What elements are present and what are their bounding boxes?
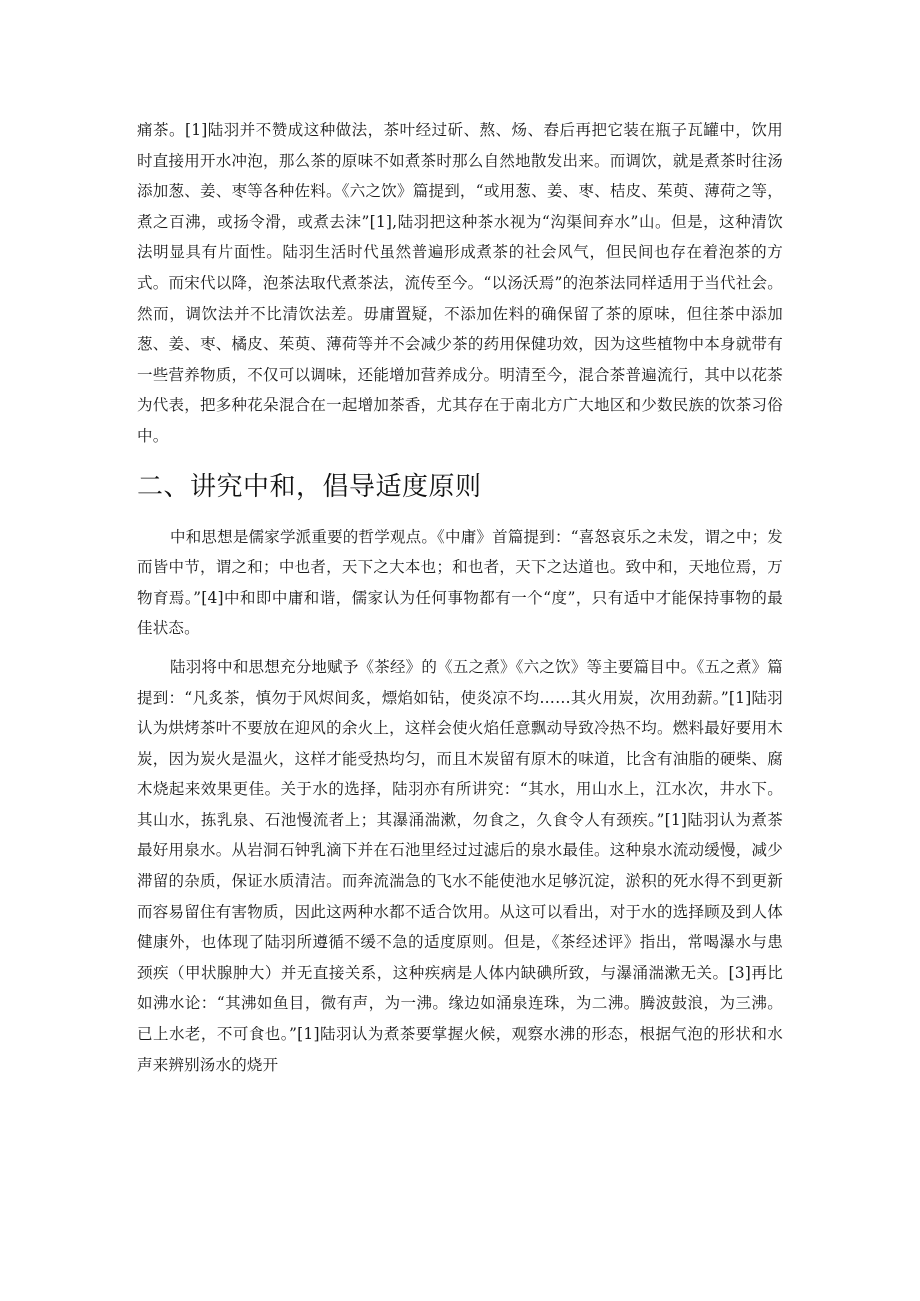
paragraph-zhonghe-thought: 中和思想是儒家学派重要的哲学观点。《中庸》首篇提到：“喜怒哀乐之未发，谓之中；发而皆中节，谓之和；中也者，天下之大本也；和也者，天下之达道也。致中和，天地位焉，万物育焉。”[4]中和即中庸和谐，儒家认为任何事物都有一个“度”，只有适中才能保持事物的最佳状态。 [137,527,783,638]
section-heading: 二、讲究中和，倡导适度原则 [137,471,482,502]
paragraph-tea-drinking-methods: 痛茶。[1]陆羽并不赞成这种做法，茶叶经过斫、熬、炀、舂后再把它装在瓶子瓦罐中，饮用时直接用开水冲泡，那么茶的原味不如煮茶时那么自然地散发出来。而调饮，就是煮茶时往汤添加葱、姜、枣等各种佐料。《六之饮》篇提到，“或用葱、姜、枣、桔皮、茱萸、薄荷之等，煮之百沸，或扬令滑，或煮去沫”[1],陆羽把这种茶水视为“沟渠间弃水”山。但是，这种清饮法明显具有片面性。陆羽生活时代虽然普遍形成煮茶的社会风气，但民间也存在着泡茶的方式。而宋代以降，泡茶法取代煮茶法，流传至今。“以汤沃焉”的泡茶法同样适用于当代社会。然而，调饮法并不比清饮法差。毋庸置疑，不添加佐料的确保留了茶的原味，但往茶中添加葱、姜、枣、橘皮、茱萸、薄荷等并不会减少茶的药用保健功效，因为这些植物中本身就带有一些营养物质，不仅可以调味，还能增加营养成分。明清至今，混合茶普遍流行，其中以花茶为代表，把多种花朵混合在一起增加茶香，尤其存在于南北方广大地区和少数民族的饮茶习俗中。 [137,121,783,445]
paragraph-luyu-moderation: 陆羽将中和思想充分地赋予《茶经》的《五之煮》《六之饮》等主要篇目中。《五之煮》篇提到：“凡炙茶，慎勿于风烬间炙，熛焰如钻，使炎凉不均……其火用炭，次用劲薪。”[1]陆羽认为烘烤茶叶不要放在迎风的余火上，这样会使火焰任意飘动导致冷热不均。燃料最好要用木炭，因为炭火是温火，这样才能受热均匀，而且木炭留有原木的味道，比含有油脂的硬柴、腐木烧起来效果更佳。关于水的选择，陆羽亦有所讲究：“其水，用山水上，江水次，井水下。其山水，拣乳泉、石池慢流者上；其瀑涌湍漱，勿食之，久食令人有颈疾。”[1]陆羽认为煮茶最好用泉水。从岩洞石钟乳滴下并在石池里经过过滤后的泉水最佳。这种泉水流动缓慢，减少滞留的杂质，保证水质清洁。而奔流湍急的飞水不能使池水足够沉淀，淤积的死水得不到更新而容易留住有害物质，因此这两种水都不适合饮用。从这可以看出，对于水的选择顾及到人体健康外，也体现了陆羽所遵循不缓不急的适度原则。但是，《茶经述评》指出，常喝瀑水与患颈疾（甲状腺肿大）并无直接关系，这种疾病是人体内缺碘所致，与瀑涌湍漱无关。[3]再比如沸水论：“其沸如鱼目，微有声，为一沸。缘边如涌泉连珠，为二沸。腾波鼓浪，为三沸。已上水老，不可食也。”[1]陆羽认为煮茶要掌握火候，观察水沸的形态，根据气泡的形状和水声来辨别汤水的烧开 [137,657,783,1074]
document-body [137,115,783,1080]
